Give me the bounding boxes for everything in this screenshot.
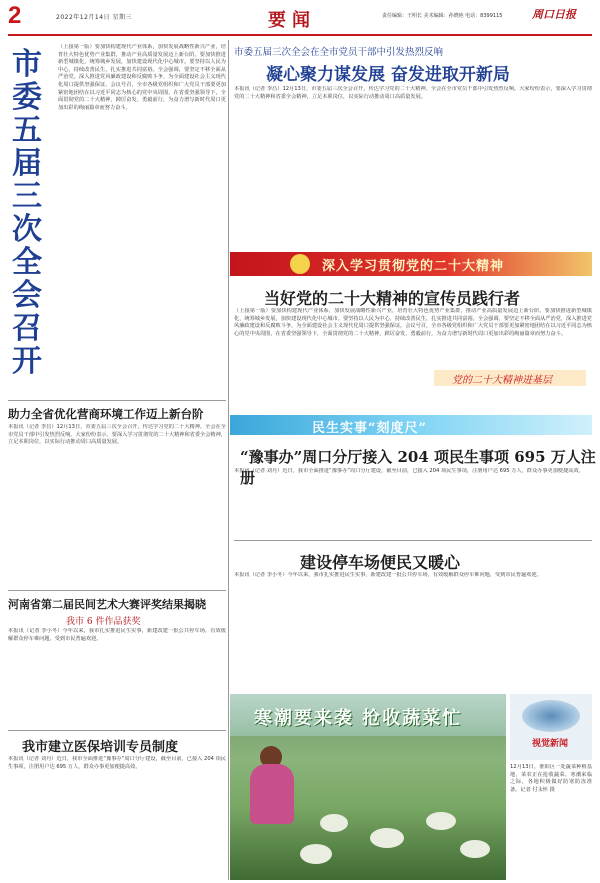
issue-date: 2022年12月14日 星期三 xyxy=(56,14,132,21)
photo-vegetable xyxy=(426,812,456,830)
article-subhead: 我市 6 件作品获奖 xyxy=(66,617,141,627)
photo-vegetable xyxy=(320,814,348,832)
news-headline: 建设停车场便民又暖心 xyxy=(300,553,461,572)
feature-body: （上接第一版）要加快构建现代产业体系，加快发展战略性新兴产业，培育壮大特色优势产业集群，推动产业高质量发展迈上新台阶。要加快推进新型城镇化，统筹城乡发展，加快建设现代化中心城市。要坚持以人民为中心，持续改善民生，扎实推进共同富裕。全会强调，要坚定不移全面从严治党，深入推进党风廉政建设和反腐败斗争，为全面建设社会主义现代化周口提供坚强保证。会议号召，全市各级党组织和广大党员干部要更加紧密地团结在以习近平同志为核心的党中央周围，在省委坚强领导下，全面贯彻党的二十大精神，踔厉奋发、勇毅前行，为奋力谱写新时代周口更加出彩的绚丽篇章而努力奋斗。 xyxy=(234,308,592,337)
article-headline: 我市建立医保培训专员制度 xyxy=(22,740,179,755)
story-headline: 凝心聚力谋发展 奋发进取开新局 xyxy=(266,65,510,85)
sidebar-title: 市委五届三次全会召开 xyxy=(12,47,42,379)
masthead xyxy=(0,0,600,38)
eye-icon xyxy=(522,700,580,732)
article-headline: 河南省第二届民间艺术大赛评奖结果揭晓 xyxy=(8,598,206,611)
feature-headline: 当好党的二十大精神的宣传员践行者 xyxy=(264,289,521,308)
column-banner-label: 民生实事“刻度尺” xyxy=(312,421,427,436)
article-headline: 助力全省优化营商环境工作迈上新台阶 xyxy=(8,407,204,421)
editor-meta: 责任编辑：王明长 美术编辑：孙晓艳 电话：8399115 xyxy=(382,13,503,19)
article-body: 本报讯（记者 刘丹）近日，我市全面推进“豫事办”周口分厅建设，截至目前，已接入 204 项民生事项，注册用户达 695 万人，群众办事更加便捷高效。 xyxy=(8,756,226,770)
photo-caption: 12月13日，淮阳区一处蔬菜种植基地，菜农正在抢收蔬菜。寒潮来临之际，各地积极做好防寒防冻准备。记者 付永怀 摄 xyxy=(510,764,592,793)
lead-article-body: （上接第一版）要加快构建现代产业体系，加快发展战略性新兴产业，培育壮大特色优势产业集群，推动产业高质量发展迈上新台阶。要加快推进新型城镇化，统筹城乡发展，加快建设现代化中心城市。要坚持以人民为中心，持续改善民生，扎实推进共同富裕。全会强调，要坚定不移全面从严治党，深入推进党风廉政建设和反腐败斗争，为全面建设社会主义现代化周口提供坚强保证。会议号召，全市各级党组织和广大党员干部要更加紧密地团结在以习近平同志为核心的党中央周围，在省委坚强领导下，全面贯彻党的二十大精神，踔厉奋发、勇毅前行，为奋力谱写新时代周口更加出彩的绚丽篇章而努力奋斗。 xyxy=(58,44,226,111)
masthead-rule xyxy=(8,34,592,36)
news-photo xyxy=(230,694,506,880)
photo-person xyxy=(250,764,294,824)
theme-banner xyxy=(230,252,592,276)
news-headline: “豫事办”周口分厅接入 204 项民生事项 695 万人注册 xyxy=(240,448,596,487)
theme-banner-label: 深入学习贯彻党的二十大精神 xyxy=(322,259,505,274)
divider xyxy=(234,540,592,541)
photo-title: 寒潮要来袭 抢收蔬菜忙 xyxy=(254,708,463,729)
divider xyxy=(8,400,226,401)
news-body: 本报讯（记者 李小冬）今年以来，我市扎实推进民生实事，新建改建一批公共停车场，有效缓解群众停车难问题，受到市民普遍欢迎。 xyxy=(234,572,542,578)
section-title: 要闻 xyxy=(268,10,316,31)
party-emblem-icon xyxy=(290,254,310,274)
column-banner xyxy=(230,415,592,435)
series-ribbon xyxy=(434,370,586,386)
story-body: 本报讯（记者 李昌）12月13日，市委五届三次全会召开，传达学习党的二十大精神。全会在全市党员干部中引发热烈反响。大家纷纷表示，要深入学习贯彻党的二十大精神和省委全会精神，立足本职岗位，以实际行动推动周口高质量发展。 xyxy=(234,86,592,100)
story-kicker: 市委五届三次全会在全市党员干部中引发热烈反响 xyxy=(234,47,444,58)
vision-news-box xyxy=(510,694,592,760)
photo-vegetable xyxy=(370,828,404,848)
photo-vegetable xyxy=(460,840,490,858)
divider xyxy=(8,590,226,591)
divider xyxy=(8,730,226,731)
newspaper-logo: 周口日报 xyxy=(532,8,576,21)
article-body: 本报讯（记者 李昌）12月13日，市委五届三次全会召开，传达学习党的二十大精神。全会在全市党员干部中引发热烈反响。大家纷纷表示，要深入学习贯彻党的二十大精神和省委全会精神，立足本职岗位，以实际行动推动周口高质量发展。 xyxy=(8,424,226,446)
article-body: 本报讯（记者 李小冬）今年以来，我市扎实推进民生实事，新建改建一批公共停车场，有效缓解群众停车难问题，受到市民普遍欢迎。 xyxy=(8,628,226,642)
news-body: 本报讯（记者 刘丹）近日，我市全面推进“豫事办”周口分厅建设，截至目前，已接入 204 项民生事项，注册用户达 695 万人，群众办事更加便捷高效。 xyxy=(234,468,584,474)
column-divider xyxy=(228,40,229,880)
series-ribbon-label: 党的二十大精神进基层 xyxy=(452,375,552,386)
photo-vegetable xyxy=(300,844,332,864)
page-number: 2 xyxy=(8,2,22,29)
vision-news-label: 视觉新闻 xyxy=(532,739,569,749)
